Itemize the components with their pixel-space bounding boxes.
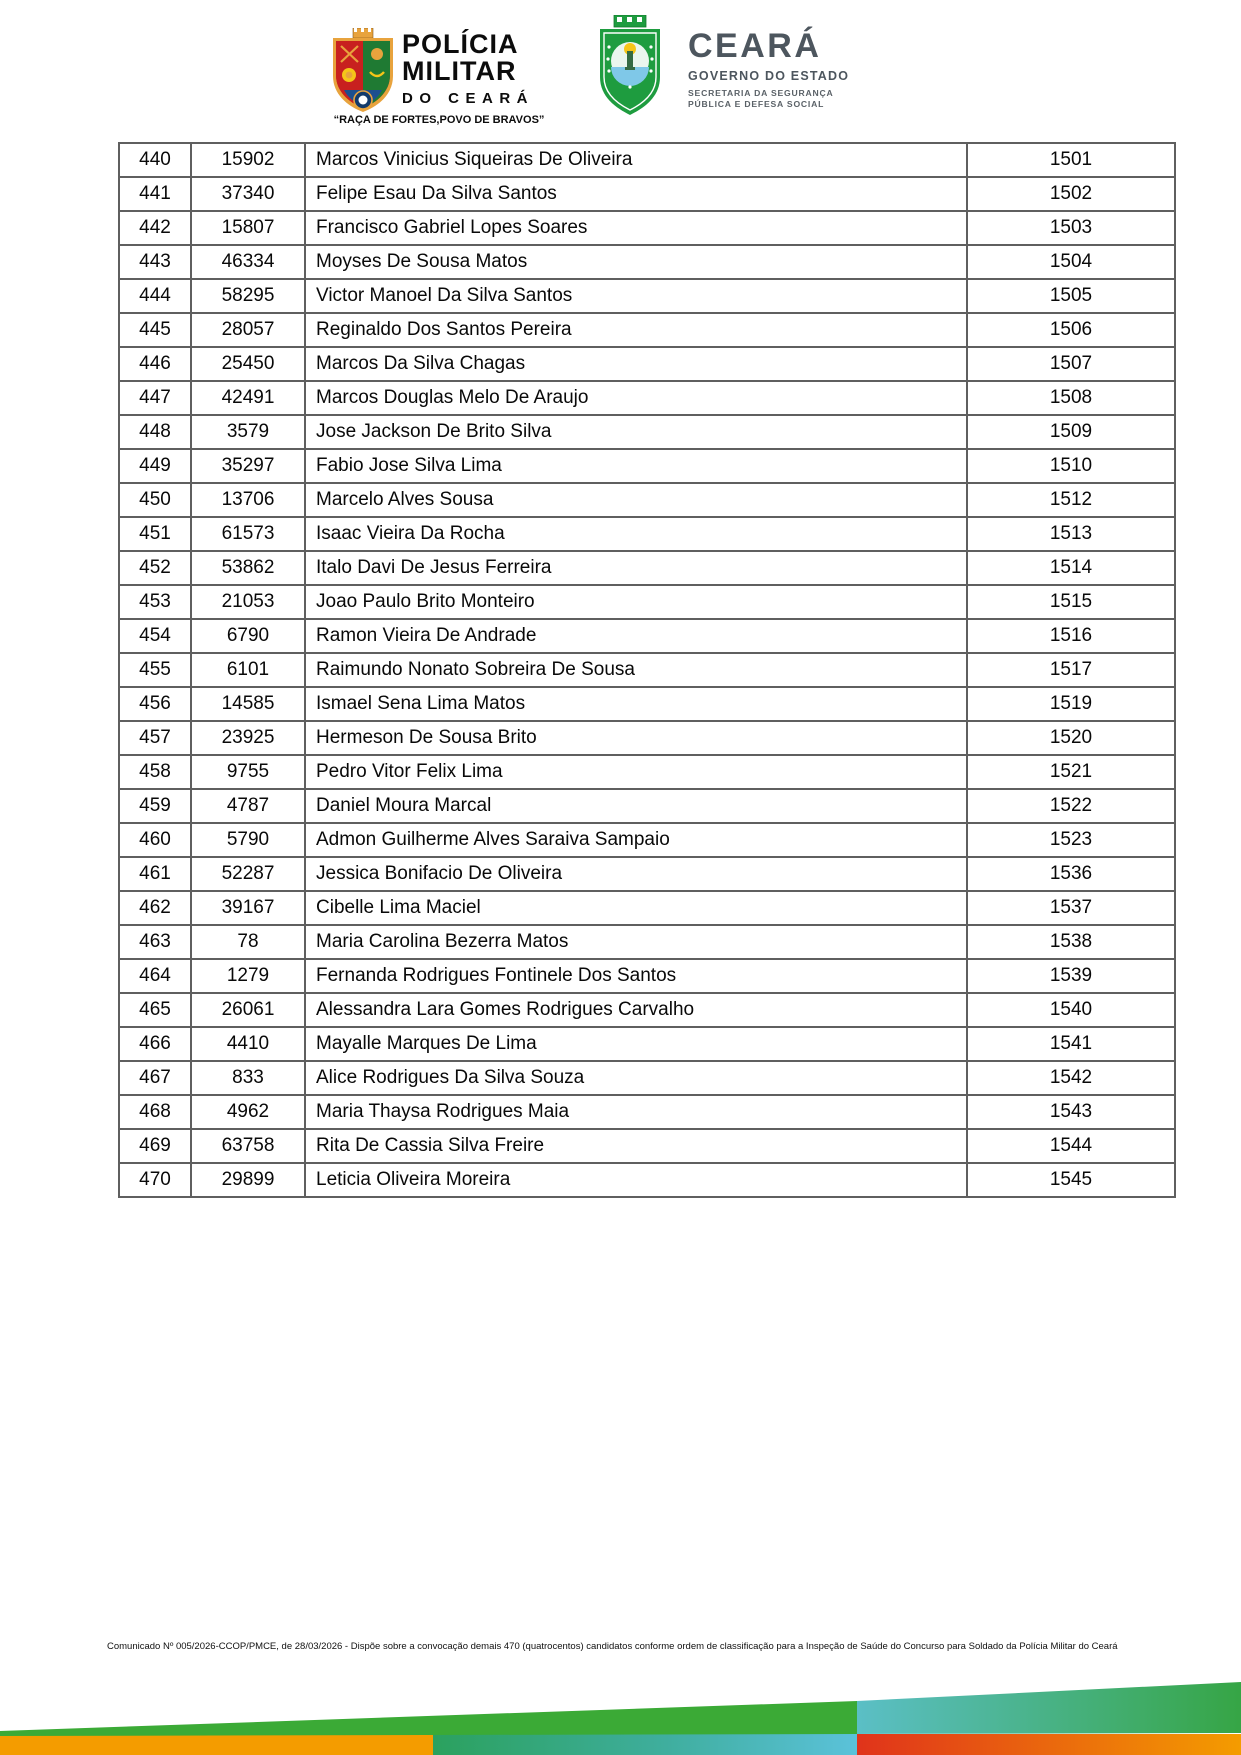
classification-cell: 1506 bbox=[967, 313, 1175, 347]
table-row bbox=[119, 823, 1175, 857]
classification-cell: 1522 bbox=[967, 789, 1175, 823]
registration-cell: 52287 bbox=[191, 857, 305, 891]
footer-note: Comunicado Nº 005/2026-CCOP/PMCE, de 28/03/2026 - Dispõe sobre a convocação demais 470 (quatrocentos) candidatos conforme ordem de classificação para a Inspeção de Saúde do Concurso para Soldado da Polícia Militar do Ceará bbox=[107, 1641, 1118, 1652]
registration-cell: 42491 bbox=[191, 381, 305, 415]
order-cell: 461 bbox=[119, 857, 191, 891]
classification-cell: 1520 bbox=[967, 721, 1175, 755]
name-cell: Jose Jackson De Brito Silva bbox=[305, 415, 967, 449]
roster-table bbox=[118, 142, 1176, 1198]
roster-table-body bbox=[119, 143, 1175, 1197]
order-cell: 464 bbox=[119, 959, 191, 993]
order-cell: 462 bbox=[119, 891, 191, 925]
name-cell: Marcos Da Silva Chagas bbox=[305, 347, 967, 381]
table-row bbox=[119, 415, 1175, 449]
name-cell: Admon Guilherme Alves Saraiva Sampaio bbox=[305, 823, 967, 857]
name-cell: Hermeson De Sousa Brito bbox=[305, 721, 967, 755]
order-cell: 470 bbox=[119, 1163, 191, 1197]
ceara-coat-of-arms-icon bbox=[596, 15, 664, 116]
order-cell: 458 bbox=[119, 755, 191, 789]
order-cell: 447 bbox=[119, 381, 191, 415]
registration-cell: 78 bbox=[191, 925, 305, 959]
registration-cell: 26061 bbox=[191, 993, 305, 1027]
registration-cell: 13706 bbox=[191, 483, 305, 517]
order-cell: 440 bbox=[119, 143, 191, 177]
order-cell: 465 bbox=[119, 993, 191, 1027]
classification-cell: 1521 bbox=[967, 755, 1175, 789]
classification-cell: 1505 bbox=[967, 279, 1175, 313]
name-cell: Pedro Vitor Felix Lima bbox=[305, 755, 967, 789]
table-row bbox=[119, 177, 1175, 211]
state-name: CEARÁ bbox=[688, 27, 822, 65]
registration-cell: 15807 bbox=[191, 211, 305, 245]
pm-wordmark bbox=[402, 31, 552, 106]
name-cell: Marcelo Alves Sousa bbox=[305, 483, 967, 517]
table-row bbox=[119, 449, 1175, 483]
registration-cell: 58295 bbox=[191, 279, 305, 313]
table-row bbox=[119, 619, 1175, 653]
order-cell: 441 bbox=[119, 177, 191, 211]
registration-cell: 4787 bbox=[191, 789, 305, 823]
table-row bbox=[119, 1027, 1175, 1061]
classification-cell: 1508 bbox=[967, 381, 1175, 415]
order-cell: 446 bbox=[119, 347, 191, 381]
name-cell: Daniel Moura Marcal bbox=[305, 789, 967, 823]
order-cell: 442 bbox=[119, 211, 191, 245]
order-cell: 450 bbox=[119, 483, 191, 517]
table-row bbox=[119, 483, 1175, 517]
state-secretariat-line1: SECRETARIA DA SEGURANÇA bbox=[688, 87, 834, 98]
classification-cell: 1516 bbox=[967, 619, 1175, 653]
pm-motto: “RAÇA DE FORTES,POVO DE BRAVOS” bbox=[333, 114, 545, 126]
table-row bbox=[119, 1163, 1175, 1197]
name-cell: Mayalle Marques De Lima bbox=[305, 1027, 967, 1061]
registration-cell: 25450 bbox=[191, 347, 305, 381]
name-cell: Marcos Douglas Melo De Araujo bbox=[305, 381, 967, 415]
classification-cell: 1537 bbox=[967, 891, 1175, 925]
registration-cell: 6790 bbox=[191, 619, 305, 653]
table-row bbox=[119, 551, 1175, 585]
table-row bbox=[119, 721, 1175, 755]
table-row bbox=[119, 925, 1175, 959]
name-cell: Alice Rodrigues Da Silva Souza bbox=[305, 1061, 967, 1095]
name-cell: Fabio Jose Silva Lima bbox=[305, 449, 967, 483]
registration-cell: 46334 bbox=[191, 245, 305, 279]
order-cell: 454 bbox=[119, 619, 191, 653]
order-cell: 453 bbox=[119, 585, 191, 619]
order-cell: 456 bbox=[119, 687, 191, 721]
table-row bbox=[119, 993, 1175, 1027]
name-cell: Reginaldo Dos Santos Pereira bbox=[305, 313, 967, 347]
classification-cell: 1504 bbox=[967, 245, 1175, 279]
registration-cell: 14585 bbox=[191, 687, 305, 721]
classification-cell: 1519 bbox=[967, 687, 1175, 721]
name-cell: Ismael Sena Lima Matos bbox=[305, 687, 967, 721]
classification-cell: 1510 bbox=[967, 449, 1175, 483]
registration-cell: 39167 bbox=[191, 891, 305, 925]
registration-cell: 6101 bbox=[191, 653, 305, 687]
table-row bbox=[119, 653, 1175, 687]
order-cell: 444 bbox=[119, 279, 191, 313]
registration-cell: 9755 bbox=[191, 755, 305, 789]
registration-cell: 21053 bbox=[191, 585, 305, 619]
table-row bbox=[119, 585, 1175, 619]
pm-title-line2: MILITAR bbox=[402, 56, 517, 86]
name-cell: Ramon Vieira De Andrade bbox=[305, 619, 967, 653]
classification-cell: 1514 bbox=[967, 551, 1175, 585]
name-cell: Alessandra Lara Gomes Rodrigues Carvalho bbox=[305, 993, 967, 1027]
order-cell: 451 bbox=[119, 517, 191, 551]
table-row bbox=[119, 1095, 1175, 1129]
name-cell: Raimundo Nonato Sobreira De Sousa bbox=[305, 653, 967, 687]
classification-cell: 1538 bbox=[967, 925, 1175, 959]
table-row bbox=[119, 959, 1175, 993]
name-cell: Francisco Gabriel Lopes Soares bbox=[305, 211, 967, 245]
registration-cell: 28057 bbox=[191, 313, 305, 347]
name-cell: Italo Davi De Jesus Ferreira bbox=[305, 551, 967, 585]
classification-cell: 1540 bbox=[967, 993, 1175, 1027]
classification-cell: 1507 bbox=[967, 347, 1175, 381]
order-cell: 455 bbox=[119, 653, 191, 687]
name-cell: Maria Carolina Bezerra Matos bbox=[305, 925, 967, 959]
table-row bbox=[119, 211, 1175, 245]
classification-cell: 1545 bbox=[967, 1163, 1175, 1197]
table-row bbox=[119, 755, 1175, 789]
registration-cell: 37340 bbox=[191, 177, 305, 211]
table-row bbox=[119, 381, 1175, 415]
pm-title-line3: DO CEARÁ bbox=[402, 90, 535, 107]
order-cell: 467 bbox=[119, 1061, 191, 1095]
table-row bbox=[119, 143, 1175, 177]
name-cell: Felipe Esau Da Silva Santos bbox=[305, 177, 967, 211]
classification-cell: 1513 bbox=[967, 517, 1175, 551]
classification-cell: 1541 bbox=[967, 1027, 1175, 1061]
registration-cell: 29899 bbox=[191, 1163, 305, 1197]
registration-cell: 63758 bbox=[191, 1129, 305, 1163]
order-cell: 457 bbox=[119, 721, 191, 755]
classification-cell: 1544 bbox=[967, 1129, 1175, 1163]
registration-cell: 4962 bbox=[191, 1095, 305, 1129]
registration-cell: 3579 bbox=[191, 415, 305, 449]
table-row bbox=[119, 891, 1175, 925]
order-cell: 445 bbox=[119, 313, 191, 347]
table-row bbox=[119, 789, 1175, 823]
order-cell: 443 bbox=[119, 245, 191, 279]
classification-cell: 1523 bbox=[967, 823, 1175, 857]
table-row bbox=[119, 313, 1175, 347]
name-cell: Rita De Cassia Silva Freire bbox=[305, 1129, 967, 1163]
registration-cell: 23925 bbox=[191, 721, 305, 755]
state-secretariat-line2: PÚBLICA E DEFESA SOCIAL bbox=[688, 99, 825, 110]
order-cell: 459 bbox=[119, 789, 191, 823]
registration-cell: 53862 bbox=[191, 551, 305, 585]
pm-title-line1: POLÍCIA bbox=[402, 29, 519, 59]
classification-cell: 1512 bbox=[967, 483, 1175, 517]
page-header bbox=[0, 0, 1241, 135]
name-cell: Jessica Bonifacio De Oliveira bbox=[305, 857, 967, 891]
order-cell: 463 bbox=[119, 925, 191, 959]
classification-cell: 1539 bbox=[967, 959, 1175, 993]
order-cell: 466 bbox=[119, 1027, 191, 1061]
state-wordmark bbox=[688, 29, 849, 109]
table-row bbox=[119, 347, 1175, 381]
registration-cell: 4410 bbox=[191, 1027, 305, 1061]
name-cell: Moyses De Sousa Matos bbox=[305, 245, 967, 279]
classification-cell: 1536 bbox=[967, 857, 1175, 891]
table-row bbox=[119, 1061, 1175, 1095]
state-government-label: GOVERNO DO ESTADO bbox=[688, 69, 850, 83]
table-row bbox=[119, 279, 1175, 313]
order-cell: 469 bbox=[119, 1129, 191, 1163]
order-cell: 452 bbox=[119, 551, 191, 585]
table-row bbox=[119, 517, 1175, 551]
registration-cell: 5790 bbox=[191, 823, 305, 857]
registration-cell: 1279 bbox=[191, 959, 305, 993]
name-cell: Maria Thaysa Rodrigues Maia bbox=[305, 1095, 967, 1129]
table-row bbox=[119, 1129, 1175, 1163]
registration-cell: 61573 bbox=[191, 517, 305, 551]
order-cell: 460 bbox=[119, 823, 191, 857]
classification-cell: 1542 bbox=[967, 1061, 1175, 1095]
registration-cell: 833 bbox=[191, 1061, 305, 1095]
classification-cell: 1515 bbox=[967, 585, 1175, 619]
classification-cell: 1517 bbox=[967, 653, 1175, 687]
classification-cell: 1501 bbox=[967, 143, 1175, 177]
classification-cell: 1502 bbox=[967, 177, 1175, 211]
name-cell: Marcos Vinicius Siqueiras De Oliveira bbox=[305, 143, 967, 177]
table-row bbox=[119, 687, 1175, 721]
name-cell: Isaac Vieira Da Rocha bbox=[305, 517, 967, 551]
classification-cell: 1543 bbox=[967, 1095, 1175, 1129]
name-cell: Fernanda Rodrigues Fontinele Dos Santos bbox=[305, 959, 967, 993]
table-row bbox=[119, 245, 1175, 279]
footer-art-bands bbox=[0, 1670, 1241, 1755]
order-cell: 448 bbox=[119, 415, 191, 449]
registration-cell: 35297 bbox=[191, 449, 305, 483]
classification-cell: 1503 bbox=[967, 211, 1175, 245]
name-cell: Leticia Oliveira Moreira bbox=[305, 1163, 967, 1197]
order-cell: 468 bbox=[119, 1095, 191, 1129]
name-cell: Cibelle Lima Maciel bbox=[305, 891, 967, 925]
name-cell: Joao Paulo Brito Monteiro bbox=[305, 585, 967, 619]
table-row bbox=[119, 857, 1175, 891]
order-cell: 449 bbox=[119, 449, 191, 483]
classification-cell: 1509 bbox=[967, 415, 1175, 449]
name-cell: Victor Manoel Da Silva Santos bbox=[305, 279, 967, 313]
registration-cell: 15902 bbox=[191, 143, 305, 177]
pmce-crest-icon bbox=[330, 28, 396, 114]
